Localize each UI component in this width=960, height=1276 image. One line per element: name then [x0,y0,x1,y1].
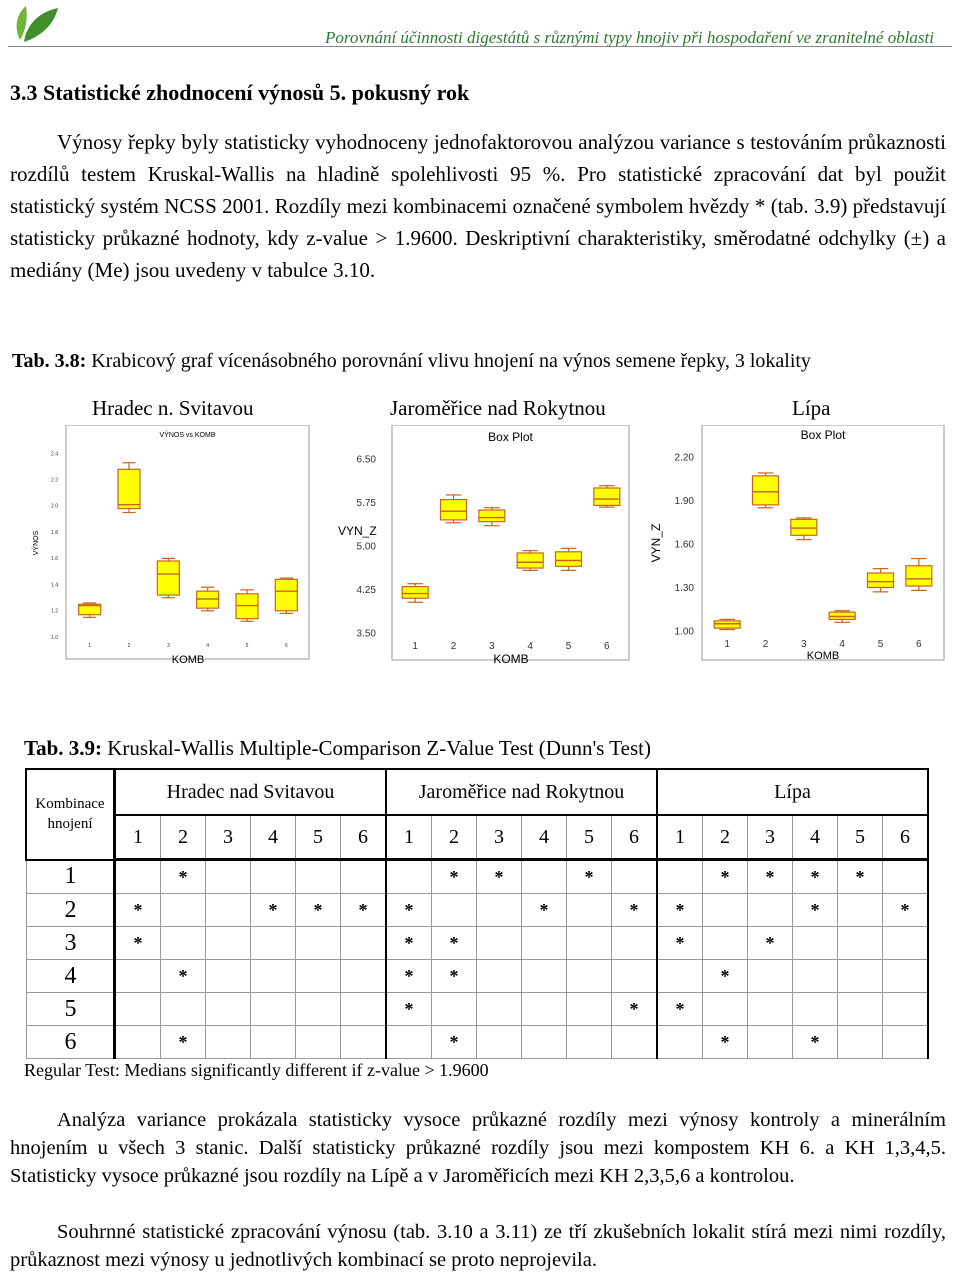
table-cell [883,860,929,894]
table-cell [432,993,477,1026]
y-tick-label: 5.00 [356,541,376,553]
table-cell [838,960,883,993]
box-iqr-1 [714,621,740,628]
table-row [26,894,928,927]
table-cell: * [432,860,477,894]
table-cell [793,927,838,960]
table-cell: * [161,860,206,894]
table-cell [748,960,793,993]
table-cell [838,993,883,1026]
column-header: 4 [522,815,567,860]
tab39-text: Kruskal-Wallis Multiple-Comparison Z-Value Test (Dunn's Test) [107,736,651,760]
table-cell [567,894,612,927]
table-cell [296,960,341,993]
tab38-label: Tab. 3.8: [12,350,87,372]
box-iqr-6 [906,566,932,586]
table-cell: * [748,927,793,960]
table-cell [161,993,206,1026]
tab39-caption [24,736,651,761]
y-tick-label: 2.2 [51,477,58,484]
table-cell [567,927,612,960]
table-cell: * [432,960,477,993]
table-row [26,1026,928,1059]
table-cell [477,927,522,960]
x-tick-label: 3 [166,643,170,649]
table-cell: * [432,927,477,960]
box-iqr-2 [753,476,779,505]
table-cell [386,860,432,894]
y-tick-label: 1.8 [51,529,58,536]
table-cell [522,860,567,894]
x-tick-label: 3 [801,639,807,650]
table-cell [567,993,612,1026]
row-label: 2 [26,894,115,927]
column-header: 1 [115,815,161,860]
column-header: 6 [341,815,387,860]
table-cell [567,960,612,993]
table-cell [115,1026,161,1059]
y-tick-label: 2.20 [674,452,694,464]
x-tick-label: 2 [127,643,131,649]
corner-header: Kombinace hnojení [26,769,115,860]
column-header: 1 [386,815,432,860]
column-header: 4 [251,815,296,860]
box-plot-jaromerice [332,425,630,670]
dunn-test-table [25,768,929,1059]
table-cell [703,993,748,1026]
group-header: Lípa [657,769,928,815]
table-cell [296,993,341,1026]
table-cell [386,1026,432,1059]
group-header: Hradec nad Svitavou [115,769,387,815]
y-tick-label: 2.0 [51,503,58,510]
x-tick-label: 2 [762,639,769,650]
table-row [26,860,928,894]
table-cell [432,894,477,927]
box-iqr-2 [441,500,467,520]
running-header-title: Porovnání účinnosti digestátů s různými typy hnojiv při hospodaření ve zranitelné oblasti [325,28,934,47]
table-cell [657,960,703,993]
table-cell [161,927,206,960]
table-cell [522,1026,567,1059]
conclusion-paragraph-2: Souhrnné statistické zpracování výnosu (tab. 3.10 a 3.11) ze tří zkušebních lokalit stírá mezi nimi rozdíly, průkaznost mezi výnosy u jednotlivých kombinací se proto neprojevila. [10,1221,946,1271]
table-cell [296,927,341,960]
chart-3-location: Lípa [792,396,831,420]
table-cell [341,993,387,1026]
table-cell [296,1026,341,1059]
column-header: 6 [883,815,929,860]
header-divider [8,46,952,47]
table-cell [251,860,296,894]
x-tick-label: 4 [839,639,845,650]
table-cell [115,960,161,993]
table-cell: * [703,1026,748,1059]
x-tick-label: 6 [604,641,610,652]
table-cell [612,960,658,993]
table-cell [748,894,793,927]
column-header: 3 [477,815,522,860]
table-cell [206,960,251,993]
table-cell [341,860,387,894]
row-label: 6 [26,1026,115,1059]
box-iqr-6 [275,579,297,610]
table-cell [206,993,251,1026]
table-cell: * [838,860,883,894]
box-iqr-4 [829,612,855,619]
x-tick-label: 1 [88,643,92,649]
table-cell: * [793,894,838,927]
table-cell: * [432,1026,477,1059]
x-tick-label: 5 [565,641,572,652]
chart-1-location: Hradec n. Svitavou [92,396,254,420]
x-axis-label: KOMB [493,652,529,666]
table-cell [612,1026,658,1059]
section-title: 3.3 Statistické zhodnocení výnosů 5. pokusný rok [10,80,470,105]
column-header: 5 [296,815,341,860]
table-cell [206,860,251,894]
row-label: 5 [26,993,115,1026]
y-tick-label: 2.4 [51,451,58,458]
table-cell [703,927,748,960]
table-cell [251,1026,296,1059]
column-header: 6 [612,815,658,860]
table-header-groups [26,769,928,815]
tab38-text: Krabicový graf vícenásobného porovnání vlivu hnojení na výnos semene řepky, 3 lokality [91,350,811,372]
table-cell: * [477,860,522,894]
table-cell [206,927,251,960]
row-label: 4 [26,960,115,993]
table-cell [522,993,567,1026]
table-cell [567,1026,612,1059]
table-row [26,927,928,960]
table-cell [838,927,883,960]
table-note: Regular Test: Medians significantly different if z-value > 1.9600 [24,1060,489,1080]
table-cell: * [115,894,161,927]
box-plot-lipa [646,425,946,670]
box-iqr-6 [594,488,620,505]
y-tick-label: 4.25 [356,585,376,596]
chart-title: Box Plot [800,428,846,442]
row-label: 1 [26,860,115,894]
box-iqr-3 [791,519,817,535]
group-header: Jaroměřice nad Rokytnou [386,769,657,815]
table-cell: * [341,894,387,927]
table-cell [251,927,296,960]
column-header: 2 [703,815,748,860]
table-cell [883,960,929,993]
table-cell [341,927,387,960]
y-tick-label: 1.4 [51,582,58,589]
x-tick-label: 4 [527,641,533,652]
box-iqr-3 [479,510,505,522]
chart-2-location: Jaroměřice nad Rokytnou [390,396,606,420]
x-tick-label: 5 [877,639,884,650]
x-tick-label: 6 [284,643,288,649]
x-tick-label: 3 [489,641,495,652]
table-cell: * [657,927,703,960]
y-tick-label: 3.50 [356,628,376,640]
column-header: 5 [838,815,883,860]
table-cell: * [657,993,703,1026]
plot-frame [392,425,629,660]
table-row [26,993,928,1026]
table-cell [115,993,161,1026]
table-cell: * [115,927,161,960]
column-header: 3 [206,815,251,860]
table-cell: * [703,860,748,894]
table-cell: * [748,860,793,894]
table-cell [657,860,703,894]
y-tick-label: 1.90 [674,496,694,507]
conclusion-paragraph-1: Analýza variance prokázala statisticky vysoce průkazné rozdíly mezi výnosy kontroly a minerálním hnojením u všech 3 stanic. Další statisticky průkazné rozdíly jsou mezi kompostem KH 6. a KH 1,3,4,5. Statisticky vysoce průkazné jsou rozdíly na Lípě a v Jaroměřicích mezi KH 2,3,5,6 a kontrolou. [10,1109,946,1187]
table-cell [206,894,251,927]
table-cell [793,960,838,993]
table-cell [612,860,658,894]
table-cell [161,894,206,927]
box-iqr-2 [118,469,140,508]
tab38-caption [12,350,811,373]
column-header: 2 [432,815,477,860]
table-cell: * [251,894,296,927]
table-row [26,960,928,993]
table-cell: * [386,894,432,927]
table-cell [477,1026,522,1059]
table-cell [341,960,387,993]
column-header: 1 [657,815,703,860]
table-cell [657,1026,703,1059]
leaf-logo-icon [12,2,62,44]
box-iqr-5 [556,552,582,567]
column-header: 2 [161,815,206,860]
table-cell: * [703,960,748,993]
tab39-label: Tab. 3.9: [24,736,103,760]
column-header: 5 [567,815,612,860]
table-cell: * [612,993,658,1026]
table-cell [341,1026,387,1059]
y-tick-label: 6.50 [356,454,376,466]
y-axis-label: VYN_Z [649,523,663,563]
table-header-columns [26,815,928,860]
column-header: 3 [748,815,793,860]
table-cell [883,993,929,1026]
y-tick-label: 1.00 [674,626,694,638]
table-cell: * [612,894,658,927]
table-cell [793,993,838,1026]
y-tick-label: 1.30 [674,583,694,594]
box-iqr-5 [868,573,894,588]
y-tick-label: 1.2 [51,608,58,615]
table-cell: * [161,960,206,993]
table-cell [703,894,748,927]
table-cell [838,894,883,927]
x-tick-label: 6 [916,639,922,650]
x-tick-label: 5 [245,643,249,649]
table-cell [477,960,522,993]
table-cell: * [386,960,432,993]
box-iqr-3 [157,561,179,595]
table-cell [477,993,522,1026]
table-cell [748,1026,793,1059]
table-cell: * [522,894,567,927]
y-axis-label: VYN_Z [338,524,377,538]
x-tick-label: 1 [724,639,730,650]
intro-paragraph: Výnosy řepky byly statisticky vyhodnoceny jednofaktorovou analýzou variance s testováním průkaznosti rozdílů testem Kruskal-Wallis na hladině spolehlivosti 95 %. Pro statistické zpracování dat byl použit statistický systém NCSS 2001. Rozdíly mezi kombinacemi označené symbolem hvězdy * (tab. 3.9) představují statisticky průkazné hodnoty, kdy z-value > 1.9600. Deskriptivní charakteristiky, směrodatné odchylky (±) a mediány (Me) jsou uvedeny v tabulce 3.10. [10,130,946,282]
table-cell: * [386,927,432,960]
x-tick-label: 4 [206,643,210,649]
chart-title: Box Plot [488,430,533,444]
table-cell [883,927,929,960]
x-tick-label: 2 [450,641,457,652]
y-axis-label: VÝNOS [33,530,40,556]
x-tick-label: 1 [412,641,418,652]
table-cell: * [161,1026,206,1059]
box-iqr-4 [517,553,543,568]
y-tick-label: 1.6 [51,556,58,563]
y-tick-label: 5.75 [356,498,376,509]
plot-frame [66,425,309,659]
box-iqr-1 [402,587,428,599]
y-tick-label: 1.0 [51,634,58,641]
y-tick-label: 1.60 [674,539,694,551]
table-cell [883,1026,929,1059]
table-cell [206,1026,251,1059]
table-cell [251,993,296,1026]
table-cell [477,894,522,927]
table-cell: * [386,993,432,1026]
column-header: 4 [793,815,838,860]
table-cell: * [567,860,612,894]
table-cell: * [793,1026,838,1059]
table-cell [251,960,296,993]
table-cell: * [657,894,703,927]
table-cell: * [793,860,838,894]
table-cell [115,860,161,894]
table-cell [522,927,567,960]
table-cell [612,927,658,960]
x-axis-label: KOMB [171,654,205,666]
table-cell [296,860,341,894]
table-cell [748,993,793,1026]
table-cell [838,1026,883,1059]
table-cell: * [296,894,341,927]
table-cell: * [883,894,929,927]
chart-title: VÝNOS vs KOMB [159,432,216,439]
box-plot-hradec [28,425,310,670]
x-axis-label: KOMB [806,650,840,662]
table-cell [522,960,567,993]
row-label: 3 [26,927,115,960]
